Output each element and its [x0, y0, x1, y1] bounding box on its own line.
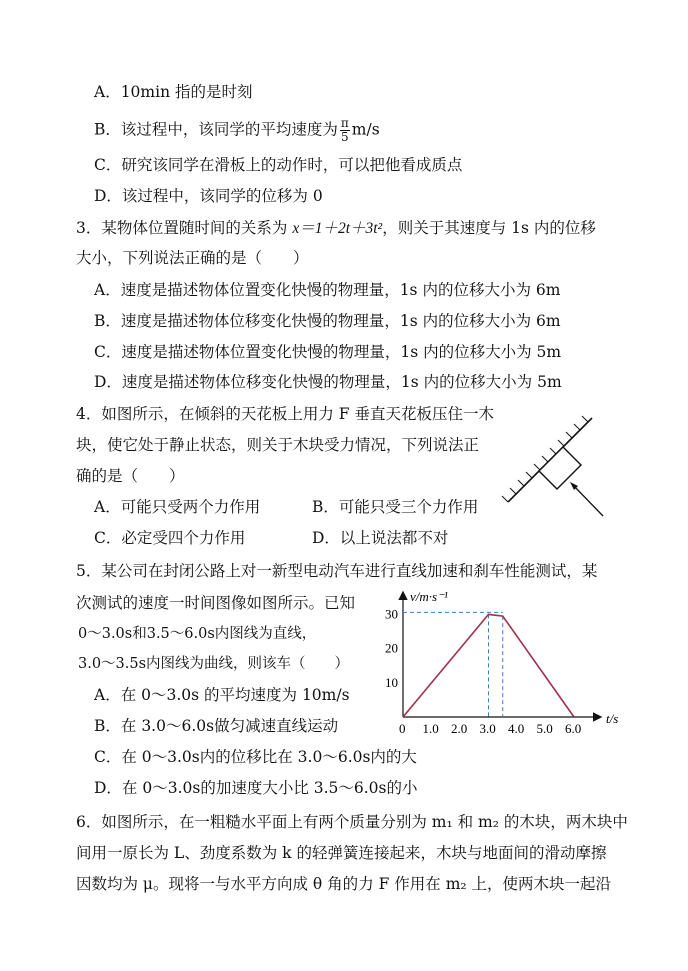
q4-stem-line2: 块，使它处于静止状态，则关于木块受力情况，下列说法正 — [76, 436, 480, 454]
x-tick-label: 1.0 — [422, 721, 439, 736]
q5-stem-line4: 3.0～3.5s内图线为曲线，则该车（ ） — [78, 656, 350, 672]
x-tick-label: 5.0 — [536, 721, 553, 736]
block-shape — [539, 447, 581, 489]
q4-stem-line3: 确的是（ ） — [76, 467, 185, 485]
q5-option-b: B．在 3.0～6.0s做匀减速直线运动 — [94, 717, 339, 735]
q4-option-a: A．可能只受两个力作用 — [94, 498, 261, 516]
q4-option-c: C．必定受四个力作用 — [94, 529, 246, 547]
q4-ceiling-figure — [500, 410, 620, 530]
q2-option-a: A．10min 指的是时刻 — [94, 83, 253, 101]
q5-option-c: C．在 0～3.0s内的位移比在 3.0～6.0s内的大 — [94, 748, 417, 766]
q5-stem-line1: 5．某公司在封闭公路上对一新型电动汽车进行直线加速和刹车性能测试，某 — [76, 562, 598, 580]
fraction-denominator: 5 — [341, 130, 349, 144]
x-tick-label: 4.0 — [508, 721, 525, 736]
q3-formula: x＝1＋2t＋3t² — [292, 220, 383, 237]
y-tick-label: 30 — [385, 606, 398, 622]
q4-option-b: B．可能只受三个力作用 — [312, 498, 479, 516]
q2-option-b-unit: m/s — [351, 120, 380, 139]
q4-option-d: D．以上说法都不对 — [312, 529, 449, 547]
x-tick-label: 6.0 — [565, 721, 582, 736]
fraction-numerator: π — [340, 116, 349, 130]
q2-option-d: D．该过程中，该同学的位移为 0 — [94, 187, 323, 205]
x-tick-label: 2.0 — [451, 721, 468, 736]
x-tick-label: 0 — [399, 721, 406, 736]
q2-option-b — [94, 117, 380, 144]
q3-stem-line1 — [76, 218, 596, 239]
q5-option-d: D．在 0～3.0s的加速度大小比 3.5～6.0s的小 — [94, 779, 418, 797]
q6-stem-line1: 6．如图所示，在一粗糙水平面上有两个质量分别为 m₁ 和 m₂ 的木块，两木块中 — [76, 813, 628, 831]
q3-option-a: A．速度是描述物体位置变化快慢的物理量，1s 内的位移大小为 6m — [94, 281, 561, 299]
fraction — [340, 117, 350, 144]
q3-option-c: C．速度是描述物体位置变化快慢的物理量，1s 内的位移大小为 5m — [94, 343, 562, 361]
q3-option-b: B．速度是描述物体位移变化快慢的物理量，1s 内的位移大小为 6m — [94, 312, 561, 330]
q3-option-d: D．速度是描述物体位移变化快慢的物理量，1s 内的位移大小为 5m — [94, 373, 562, 391]
q5-option-a: A．在 0～3.0s 的平均速度为 10m/s — [94, 686, 350, 704]
y-axis-label: v/m·s⁻¹ — [410, 589, 448, 604]
y-tick-label: 10 — [385, 674, 398, 690]
x-tick-label: 3.0 — [479, 721, 496, 736]
q5-stem-line3: 0～3.0s和3.5～6.0s内图线为直线， — [78, 626, 317, 642]
q3-stem-line2: 大小，下列说法正确的是（ ） — [76, 249, 309, 267]
q3-stem-prefix: 3．某物体位置随时间的关系为 — [76, 219, 288, 237]
q6-stem-line2: 间用一原长为 L、劲度系数为 k 的轻弹簧连接起来，木块与地面间的滑动摩擦 — [76, 844, 607, 862]
force-arrow — [572, 484, 603, 516]
y-tick-label: 20 — [385, 640, 398, 656]
q3-stem-suffix: ，则关于其速度与 1s 内的位移 — [382, 219, 596, 237]
q5-stem-line2: 次测试的速度一时间图像如图所示。已知 — [76, 594, 356, 612]
q2-option-c: C．研究该同学在滑板上的动作时，可以把他看成质点 — [94, 156, 463, 174]
q4-stem-line1: 4．如图所示，在倾斜的天花板上用力 F 垂直天花板压住一木 — [76, 405, 494, 423]
x-axis-label: t/s — [606, 711, 619, 726]
q6-stem-line3: 因数均为 μ。现将一与水平方向成 θ 角的力 F 作用在 m₂ 上，使两木块一起沿 — [76, 875, 612, 893]
velocity-time-chart — [370, 585, 630, 740]
q2-option-b-text: B．该过程中，该同学的平均速度为 — [94, 120, 338, 139]
